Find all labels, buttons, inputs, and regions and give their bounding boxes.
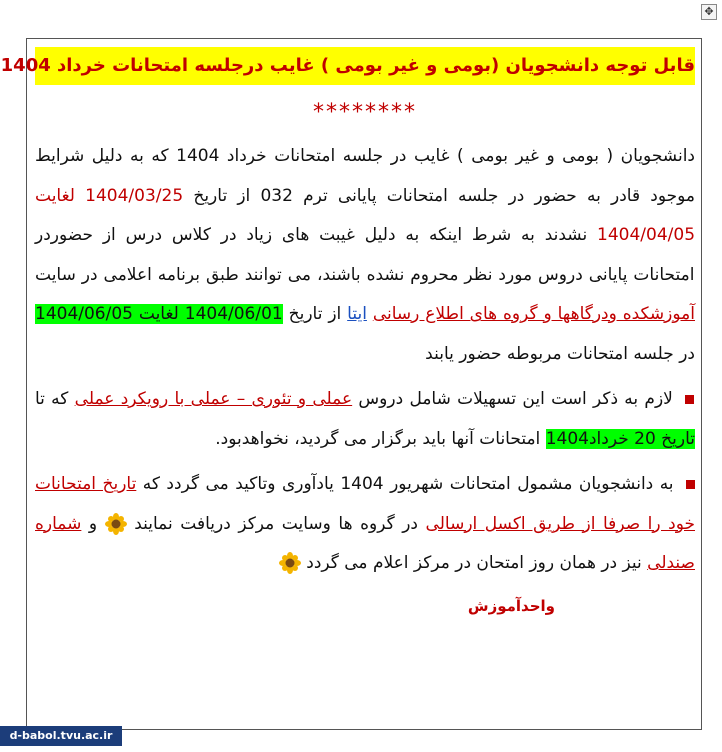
para2-deadline: تاریخ 20 خرداد1404 bbox=[545, 428, 695, 449]
paragraph-exclusions bbox=[35, 380, 695, 459]
announcement-box bbox=[0, 38, 702, 730]
para2-text-2: که تا bbox=[35, 389, 69, 409]
paragraph-september-exams bbox=[35, 465, 695, 584]
bullet-square-icon bbox=[685, 395, 694, 404]
eitaa-link[interactable]: ایتا bbox=[347, 304, 367, 324]
sunflower-icon bbox=[105, 513, 127, 535]
para3-text-4: نیز در همان روز امتحان در مرکز اعلام می گردد bbox=[300, 553, 642, 573]
para1-date-range-2: 1404/06/01 لغایت 1404/06/05 bbox=[35, 304, 283, 324]
para3-text-2: در گروه ها وسایت مرکز دریافت نمایند bbox=[126, 513, 418, 534]
sunflower-icon bbox=[279, 552, 301, 574]
move-handle-icon[interactable]: ✥ bbox=[701, 4, 717, 20]
para2-text-3: امتحانات آنها باید برگزار می گردید، نخواهدبود. bbox=[215, 428, 541, 449]
paragraph-absent-students bbox=[35, 137, 695, 374]
para3-seat-number: شماره صندلی bbox=[35, 513, 695, 573]
site-url-watermark: d-babol.tvu.ac.ir bbox=[0, 726, 122, 746]
para3-text-1: به دانشجویان مشمول امتحانات شهریور 1404 یادآوری وتاکید می گردد که bbox=[136, 474, 674, 494]
announcement-title: قابل توجه دانشجویان (بومی و غیر بومی ) غایب درجلسه امتحانات خرداد 1404 bbox=[35, 47, 695, 85]
para1-date-range-1: 1404/03/25 لغایت 1404/04/05 bbox=[35, 185, 696, 245]
para1-text-4: در جلسه امتحانات مربوطه حضور یابند bbox=[425, 343, 695, 364]
signature-education-unit: واحدآموزش bbox=[467, 596, 555, 615]
announcement-content bbox=[0, 47, 696, 624]
star-divider: ******** bbox=[313, 100, 417, 125]
para1-text-1: دانشجویان ( بومی و غیر بومی ) غایب در جلسه امتحانات خرداد 1404 که به دلیل شرایط موجود قادر به حضور در جلسه امتحانات پایانی ترم 032 از تاریخ bbox=[35, 146, 695, 206]
bullet-square-icon bbox=[686, 480, 695, 489]
para3-text-3: و bbox=[81, 513, 98, 534]
para1-text-3: از تاریخ bbox=[282, 304, 342, 324]
para1-text-2: نشدند به شرط اینکه به دلیل غیبت های زیاد در کلاس درس از حضوردر امتحانات پایانی دروس مورد نظر محروم نشده باشند، می توانند طبق برنامه اعلامی در سایت bbox=[35, 225, 695, 285]
para2-text-1: لازم به ذکر است این تسهیلات شامل دروس bbox=[352, 389, 673, 409]
para3-excel-note: تاریخ امتحانات خود را صرفا از طریق اکسل ارسالی bbox=[35, 474, 695, 534]
para2-course-types: عملی و تئوری – عملی با رویکرد عملی bbox=[74, 389, 353, 409]
site-and-groups-link[interactable]: آموزشکده ودرگاهها و گروه های اطلاع رسانی bbox=[372, 304, 695, 324]
